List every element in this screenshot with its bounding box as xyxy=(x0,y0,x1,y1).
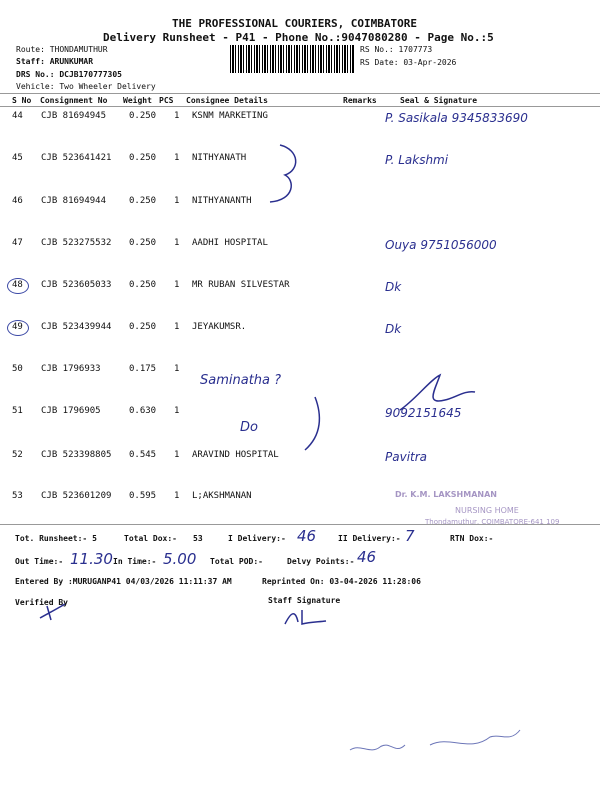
row-pcs: 1 xyxy=(174,238,180,248)
circle-mark-48 xyxy=(7,278,29,294)
entered-by: Entered By :MURUGANP41 04/03/2026 11:11:37 AM xyxy=(15,577,232,586)
row-signature: Dk xyxy=(385,322,402,336)
header-rule xyxy=(0,93,600,94)
row-weight: 0.250 xyxy=(129,111,157,121)
table-row xyxy=(0,238,600,278)
totals-rule xyxy=(0,524,600,525)
row-pcs: 1 xyxy=(174,196,180,206)
delvy-points-label: Delvy Points:- xyxy=(287,557,355,566)
verifier-signature xyxy=(35,600,75,622)
signature-scribble xyxy=(395,370,485,420)
row-consignment: CJB 523439944 xyxy=(41,322,112,332)
delvy-points-value: 46 xyxy=(357,548,377,566)
row-weight: 0.630 xyxy=(129,406,157,416)
row-sno: 52 xyxy=(12,450,23,460)
reprinted-on: Reprinted On: 03-04-2026 11:28:06 xyxy=(262,577,421,586)
row-sno: 50 xyxy=(12,364,23,374)
col-seal: Seal & Signature xyxy=(400,96,478,105)
barcode xyxy=(230,45,355,73)
row-sno: 49 xyxy=(12,322,23,332)
row-pcs: 1 xyxy=(174,364,180,374)
row-consignee: AADHI HOSPITAL xyxy=(192,238,268,248)
row-pcs: 1 xyxy=(174,322,180,332)
col-weight: Weight xyxy=(123,96,152,105)
row-consignee: ARAVIND HOSPITAL xyxy=(192,450,279,460)
stamp-line3: Thondamuthur, COIMBATORE-641 109 xyxy=(425,518,560,526)
row-weight: 0.595 xyxy=(129,491,157,501)
bracket-scribble-2 xyxy=(300,395,330,455)
runsheet-subtitle: Delivery Runsheet - P41 - Phone No.:9047080280 - Page No.:5 xyxy=(103,31,494,44)
row-sno: 53 xyxy=(12,491,23,501)
row-sno: 51 xyxy=(12,406,23,416)
row-weight: 0.250 xyxy=(129,322,157,332)
row-weight: 0.250 xyxy=(129,238,157,248)
circle-mark-49 xyxy=(7,320,29,336)
header-rule-bottom xyxy=(0,106,600,107)
row-pcs: 1 xyxy=(174,153,180,163)
rs-date: RS Date: 03-Apr-2026 xyxy=(360,58,457,67)
row-signature: Ouya 9751056000 xyxy=(385,238,497,252)
row-sno: 46 xyxy=(12,196,23,206)
stamp-line1: Dr. K.M. LAKSHMANAN xyxy=(395,490,497,499)
stamp-line2: NURSING HOME xyxy=(455,506,519,515)
row-sno: 45 xyxy=(12,153,23,163)
ii-delivery-value: 7 xyxy=(405,527,415,545)
col-remarks: Remarks xyxy=(343,96,377,105)
row-consignee: NITHYANANTH xyxy=(192,196,252,206)
row-signature: P. Sasikala 9345833690 xyxy=(385,111,528,125)
staff-signature: Staff Signature xyxy=(268,596,341,605)
vehicle-label: Vehicle: Two Wheeler Delivery xyxy=(16,82,156,91)
row-weight: 0.545 xyxy=(129,450,157,460)
handwritten-do: Do xyxy=(240,420,258,435)
handwritten-name: Saminatha ? xyxy=(200,373,282,388)
row-signature: Dk xyxy=(385,280,402,294)
i-delivery-label: I Delivery:- xyxy=(228,534,286,543)
row-consignee: JEYAKUMSR. xyxy=(192,322,247,332)
row-consignment: CJB 523398805 xyxy=(41,450,112,460)
row-pcs: 1 xyxy=(174,280,180,290)
bottom-scribble xyxy=(340,715,530,765)
row-consignment: CJB 523605033 xyxy=(41,280,112,290)
row-sno: 47 xyxy=(12,238,23,248)
rtn-dox-label: RTN Dox:- xyxy=(450,534,494,543)
row-consignee: MR RUBAN SILVESTAR xyxy=(192,280,290,290)
row-consignee: L;AKSHMANAN xyxy=(192,491,252,501)
company-title: THE PROFESSIONAL COURIERS, COIMBATORE xyxy=(172,17,418,30)
verified-by: Verified By xyxy=(15,598,68,607)
in-time-value: 5.00 xyxy=(163,550,197,568)
row-consignment: CJB 1796933 xyxy=(41,364,101,374)
row-consignment: CJB 523275532 xyxy=(41,238,112,248)
rs-number: RS No.: 1707773 xyxy=(360,45,433,54)
table-row xyxy=(0,322,600,362)
row-consignment: CJB 523641421 xyxy=(41,153,112,163)
row-signature: P. Lakshmi xyxy=(385,153,449,167)
table-row xyxy=(0,280,600,320)
in-time-label: In Time:- xyxy=(113,557,157,566)
total-pod-label: Total POD:- xyxy=(210,557,263,566)
row-consignee: KSNM MARKETING xyxy=(192,111,268,121)
row-weight: 0.250 xyxy=(129,196,157,206)
route-label: Route: THONDAMUTHUR xyxy=(16,45,108,54)
row-weight: 0.250 xyxy=(129,153,157,163)
row-consignment: CJB 81694945 xyxy=(41,111,107,121)
out-time-label: Out Time:- xyxy=(15,557,64,566)
row-pcs: 1 xyxy=(174,111,180,121)
i-delivery-value: 46 xyxy=(297,527,317,545)
staff-signature-mark xyxy=(280,604,330,628)
ii-delivery-label: II Delivery:- xyxy=(338,534,401,543)
col-sno: S No xyxy=(12,96,32,105)
tot-dox-label: Total Dox:- xyxy=(124,534,177,543)
tot-runsheet: Tot. Runsheet:- 5 xyxy=(15,534,97,543)
row-weight: 0.250 xyxy=(129,280,157,290)
row-weight: 0.175 xyxy=(129,364,157,374)
drs-label: DRS No.: DCJB170777305 xyxy=(16,70,122,79)
row-consignment: CJB 523601209 xyxy=(41,491,112,501)
row-pcs: 1 xyxy=(174,491,180,501)
out-time-value: 11.30 xyxy=(70,550,113,568)
staff-label: Staff: ARUNKUMAR xyxy=(16,57,94,66)
row-pcs: 1 xyxy=(174,406,180,416)
row-consignment: CJB 1796905 xyxy=(41,406,101,416)
col-consignee: Consignee Details xyxy=(186,96,268,105)
row-consignment: CJB 81694944 xyxy=(41,196,107,206)
col-pcs: PCS xyxy=(159,96,174,105)
row-signature: 9092151645 xyxy=(385,406,462,420)
row-sno: 44 xyxy=(12,111,23,121)
row-pcs: 1 xyxy=(174,450,180,460)
tot-dox-value: 53 xyxy=(193,534,203,543)
row-sno: 48 xyxy=(12,280,23,290)
bracket-scribble xyxy=(260,140,310,210)
col-consignment: Consignment No xyxy=(40,96,108,105)
row-consignee: NITHYANATH xyxy=(192,153,247,163)
row-signature: Pavitra xyxy=(385,450,428,464)
